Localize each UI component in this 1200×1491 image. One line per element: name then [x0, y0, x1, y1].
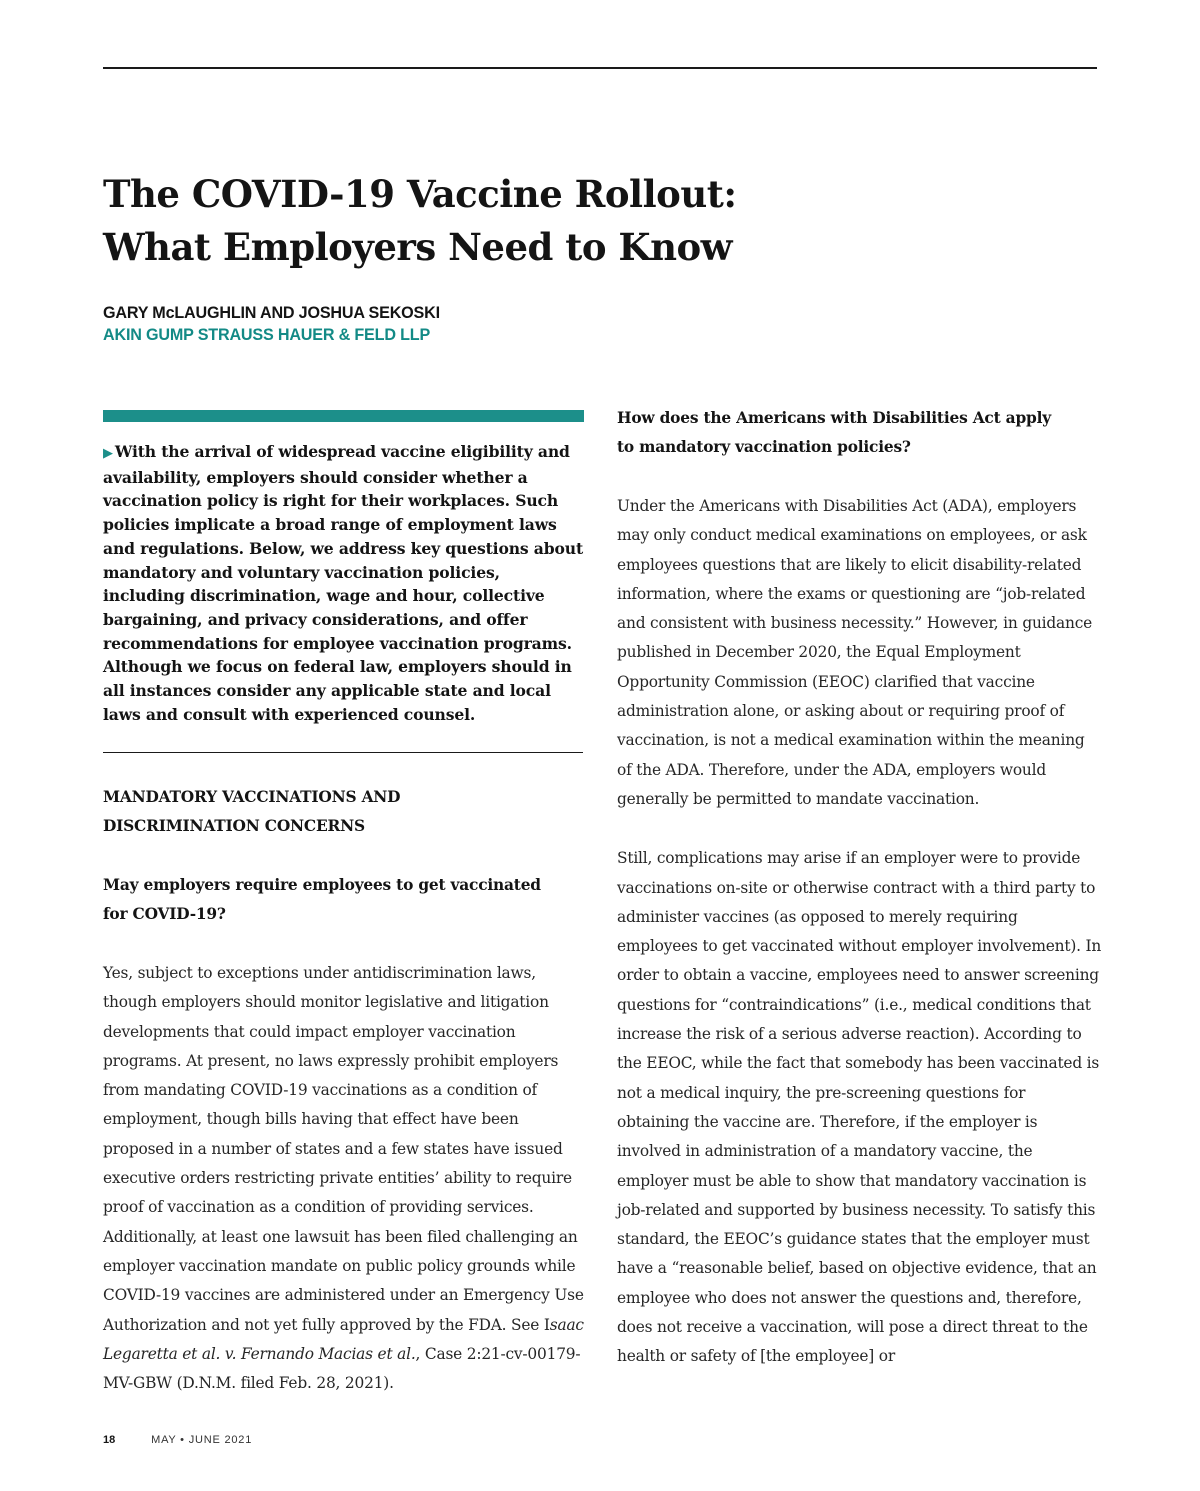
ada-paragraph-2: Still, complications may arise if an employer were to provide vaccinations on-site or otherwise contract with a third party to administer vaccines (as opposed to merely requiring employees to get vaccinated without employer involvement). In order to obtain a vaccine, employees need to answer screening questions for “contraindications” (i.e., medical conditions that increase the risk of a serious adverse reaction). According to the EEOC, while the fact that somebody has been vaccinated is not a medical inquiry, the pre-screening questions for obtaining the vaccine are. Therefore, if the employer is involved in administration of a mandatory vaccine, the employer must be able to show that mandatory vaccination is job-related and supported by business necessity. To satisfy this standard, the EEOC’s guidance states that the employer must have a “reasonable belief, based on objective evidence, that an employee who does not answer the questions and, therefore, does not receive a vaccination, will pose a direct threat to the health or safety of [the employee] or [617, 849, 1102, 1366]
answer-paragraph [103, 959, 585, 1398]
top-rule [103, 67, 1097, 69]
intro-text: With the arrival of widespread vaccine eligibility and availability, employers should consider whether a vaccination policy is right for their workplaces. Such policies implicate a broad range of employment laws and regulations. Below, we address key questions about mandatory and voluntary vaccination policies, including discrimination, wage and hour, collective bargaining, and privacy considerations, and offer recommendations for employee vaccination programs. Although we focus on federal law, employers should in all instances consider any applicable state and local laws and consult with experienced counsel. [103, 442, 584, 724]
section-heading [103, 783, 585, 841]
teal-accent-bar [103, 410, 584, 422]
case-citation: , Case 2:21-cv-00179-MV-GBW (D.N.M. filed Feb. 28, 2021). [103, 1344, 581, 1393]
page-footer [103, 1434, 252, 1446]
answer-text: Yes, subject to exceptions under antidiscrimination laws, though employers should monitor legislative and litigation developments that could impact employer vaccination programs. At present, no laws expressly prohibit employers from mandating COVID-19 vaccinations as a condition of employment, though bills having that effect have been proposed in a number of states and a few states have issued executive orders restricting private entities’ ability to require proof of vaccination as a condition of providing services. Additionally, at least one lawsuit has been filed challenging an employer vaccination mandate on public policy grounds while COVID-19 vaccines are administered under an Emergency Use Authorization and not yet fully approved by the FDA. See I [103, 964, 584, 1334]
question-heading-mandatory [103, 871, 585, 929]
triangle-marker-icon: ▶ [103, 446, 113, 461]
ada-question-line-1: How does the Americans with Disabilities Act apply [617, 409, 1051, 427]
author-names: GARY McLAUGHLIN AND JOSHUA SEKOSKI [103, 303, 440, 322]
question-line-1: May employers require employees to get vaccinated [103, 876, 541, 894]
left-column [103, 783, 585, 1428]
law-firm: AKIN GUMP STRAUSS HAUER & FELD LLP [103, 325, 431, 344]
byline [103, 302, 440, 346]
intro-paragraph [103, 440, 584, 726]
question-heading-ada [617, 404, 1102, 462]
title-line-1: The COVID-19 Vaccine Rollout: [103, 172, 737, 216]
ada-paragraph-1: Under the Americans with Disabilities Act (ADA), employers may only conduct medical examinations on employees, or ask employees questions that are likely to elicit disability-related information, where the exams or questioning are “job-related and consistent with business necessity.” However, in guidance published in December 2020, the Equal Employment Opportunity Commission (EEOC) clarified that vaccine administration alone, or asking about or requiring proof of vaccination, is not a medical examination within the meaning of the ADA. Therefore, under the ADA, employers would generally be permitted to mandate vaccination. [617, 497, 1093, 808]
case-name: saac Legaretta et al. v. Fernando Macias et al. [103, 1315, 584, 1363]
ada-question-line-2: to mandatory vaccination policies? [617, 438, 911, 456]
right-column [617, 404, 1102, 1402]
section-heading-line-1: MANDATORY VACCINATIONS AND [103, 788, 401, 806]
issue-date: MAY • JUNE 2021 [151, 1434, 253, 1446]
article-title [103, 168, 1003, 274]
title-line-2: What Employers Need to Know [103, 225, 732, 269]
divider-rule [103, 752, 583, 753]
section-heading-line-2: DISCRIMINATION CONCERNS [103, 817, 365, 835]
page-number: 18 [103, 1434, 116, 1446]
question-line-2: for COVID-19? [103, 905, 226, 923]
